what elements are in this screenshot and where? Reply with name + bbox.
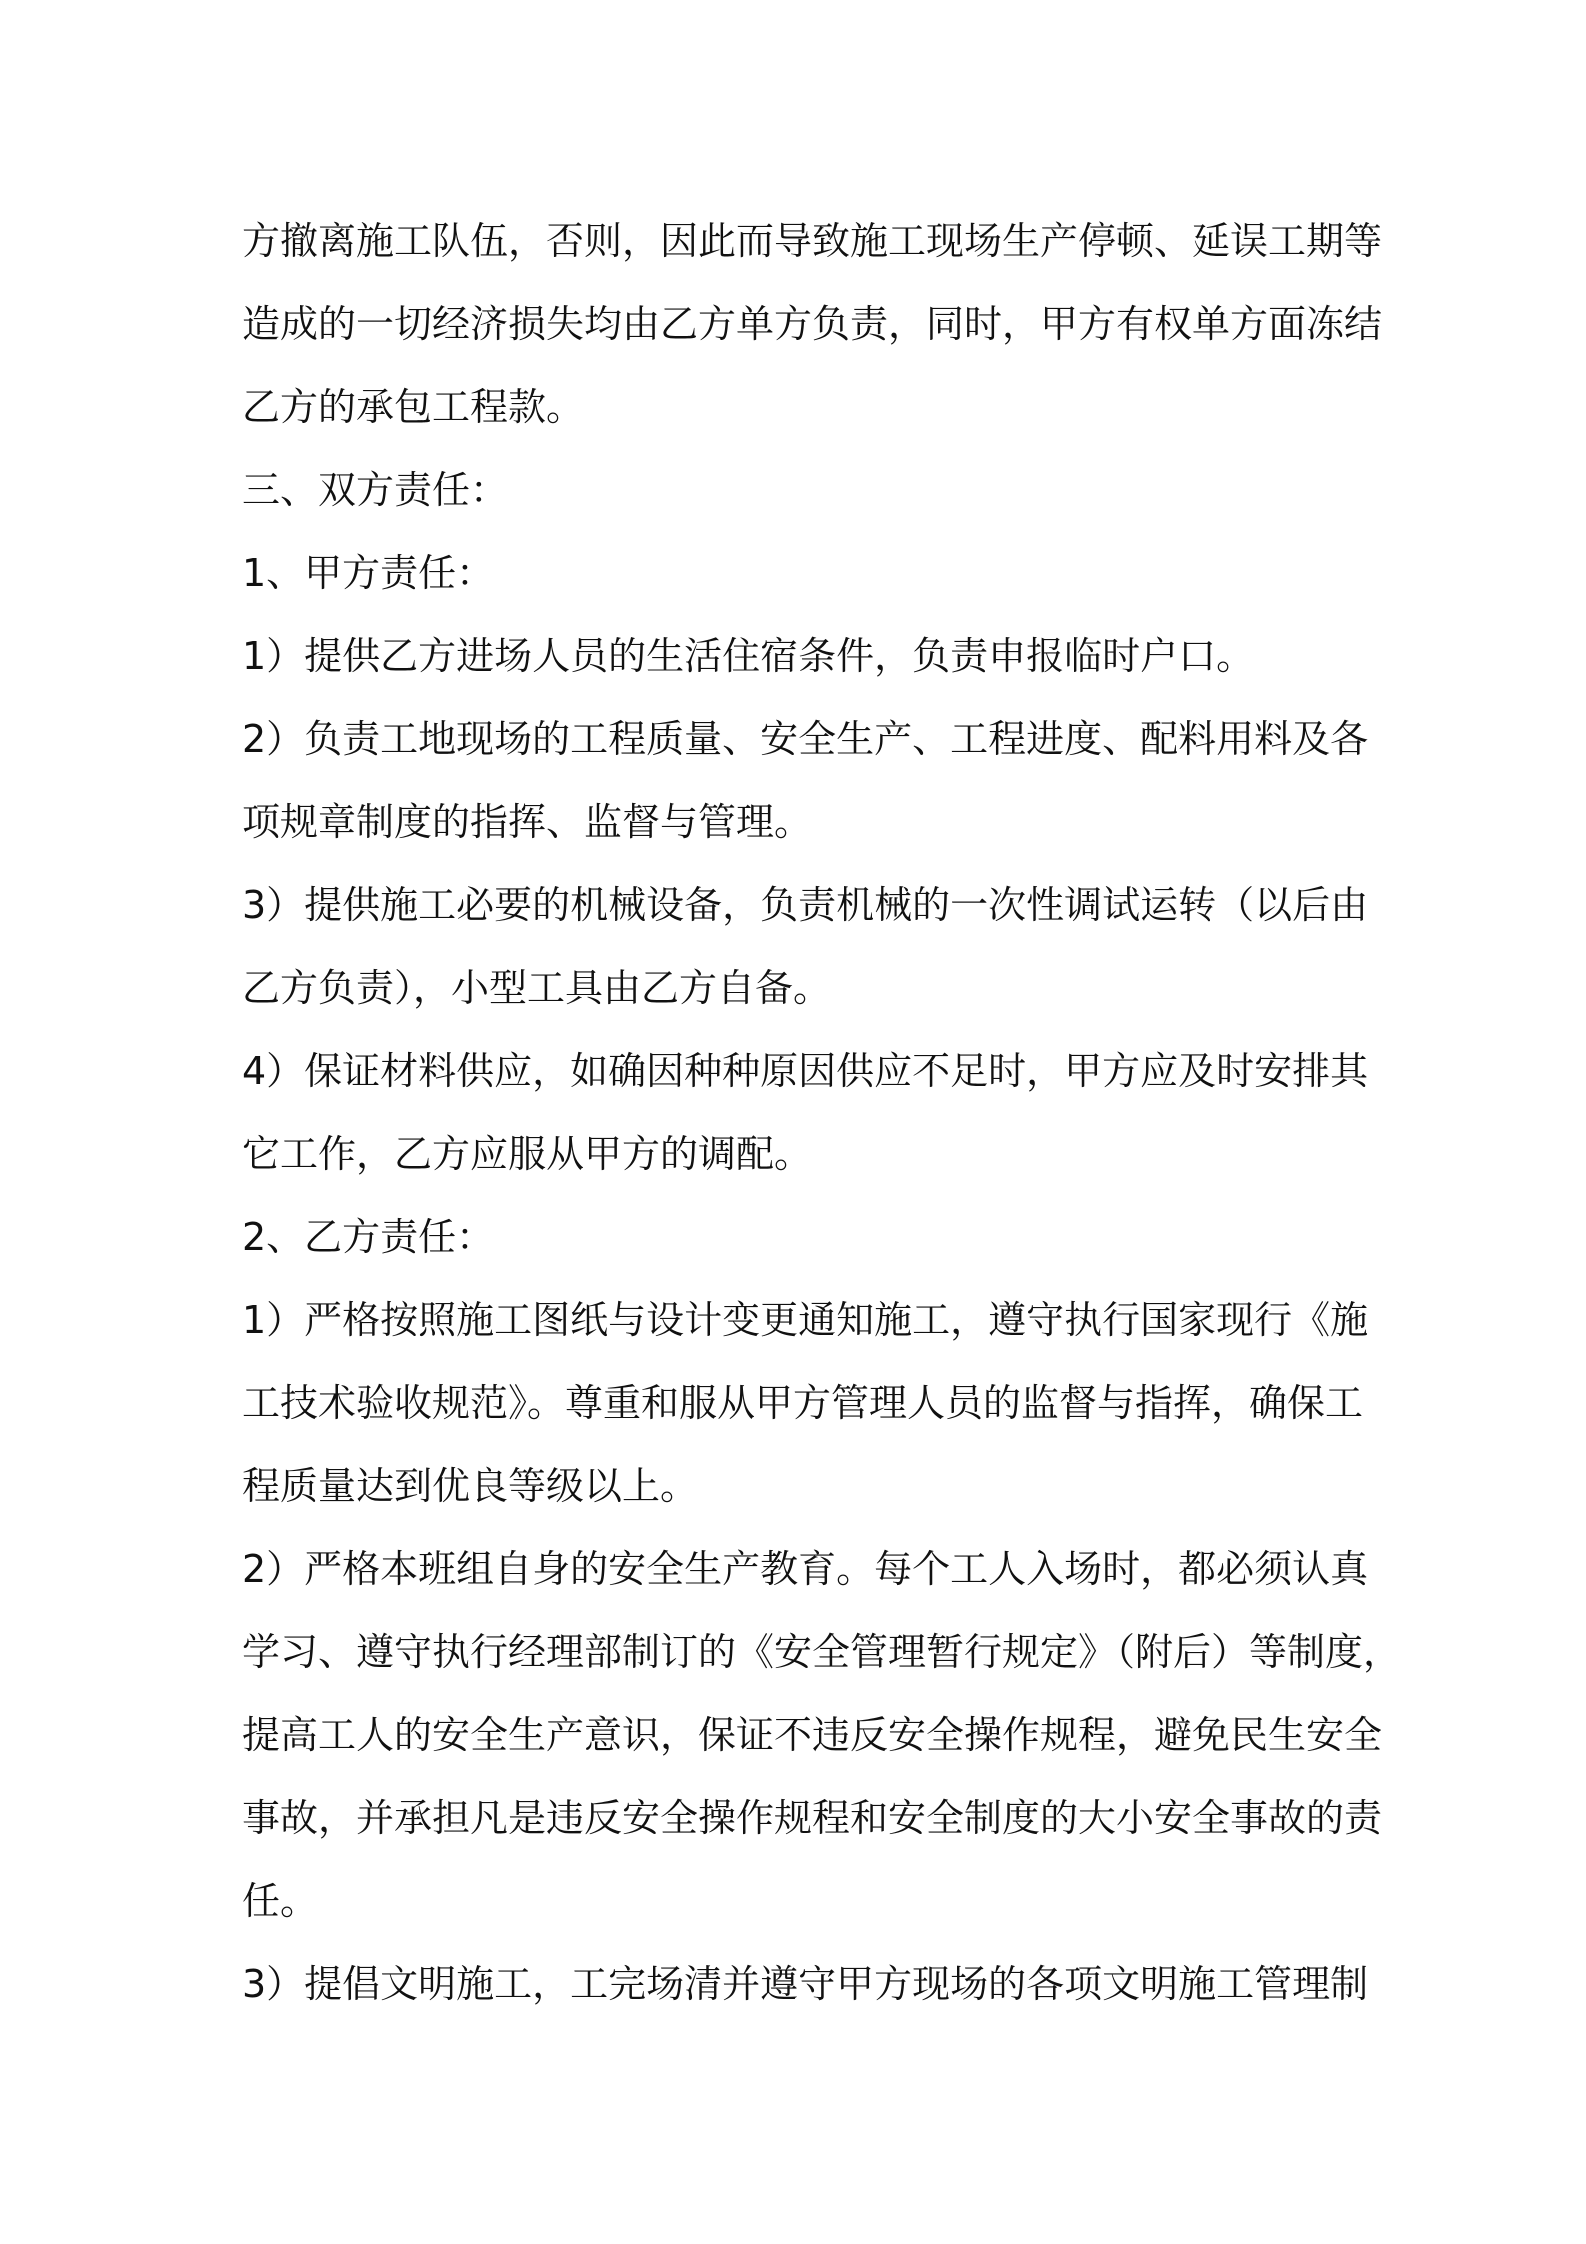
text-line: 事故，并承担凡是违反安全操作规程和安全制度的大小安全事故的责 xyxy=(242,1796,1383,1840)
text-line: 3）提供施工必要的机械设备，负责机械的一次性调试运转（以后由 xyxy=(242,883,1369,927)
text-line: 工技术验收规范》。尊重和服从甲方管理人员的监督与指挥，确保工 xyxy=(242,1381,1364,1425)
text-line: 项规章制度的指挥、监督与管理。 xyxy=(242,800,813,844)
text-line: 程质量达到优良等级以上。 xyxy=(242,1464,699,1508)
text-line: 提高工人的安全生产意识，保证不违反安全操作规程，避免民生安全 xyxy=(242,1713,1383,1757)
text-line: 方撤离施工队伍，否则，因此而导致施工现场生产停顿、延误工期等 xyxy=(242,219,1383,263)
text-line: 学习、遵守执行经理部制订的《安全管理暂行规定》（附后）等制度， xyxy=(242,1630,1402,1674)
subsection-heading: 1、甲方责任： xyxy=(242,551,495,595)
document-body-text xyxy=(242,200,1402,2026)
text-line: 1）提供乙方进场人员的生活住宿条件，负责申报临时户口。 xyxy=(242,634,1255,678)
text-line: 2）严格本班组自身的安全生产教育。每个工人入场时，都必须认真 xyxy=(242,1547,1369,1591)
text-line: 2）负责工地现场的工程质量、安全生产、工程进度、配料用料及各 xyxy=(242,717,1369,761)
text-line: 造成的一切经济损失均由乙方单方负责，同时，甲方有权单方面冻结 xyxy=(242,302,1383,346)
text-line: 任。 xyxy=(242,1879,319,1923)
text-line: 4）保证材料供应，如确因种种原因供应不足时，甲方应及时安排其 xyxy=(242,1049,1369,1093)
section-heading: 三、双方责任： xyxy=(242,468,509,512)
text-line: 乙方的承包工程款。 xyxy=(242,385,585,429)
text-line: 3）提倡文明施工，工完场清并遵守甲方现场的各项文明施工管理制 xyxy=(242,1962,1369,2006)
subsection-heading: 2、乙方责任： xyxy=(242,1215,495,1259)
text-line: 它工作，乙方应服从甲方的调配。 xyxy=(242,1132,813,1176)
text-line: 1）严格按照施工图纸与设计变更通知施工，遵守执行国家现行《施 xyxy=(242,1298,1369,1342)
text-line: 乙方负责），小型工具由乙方自备。 xyxy=(242,966,832,1010)
